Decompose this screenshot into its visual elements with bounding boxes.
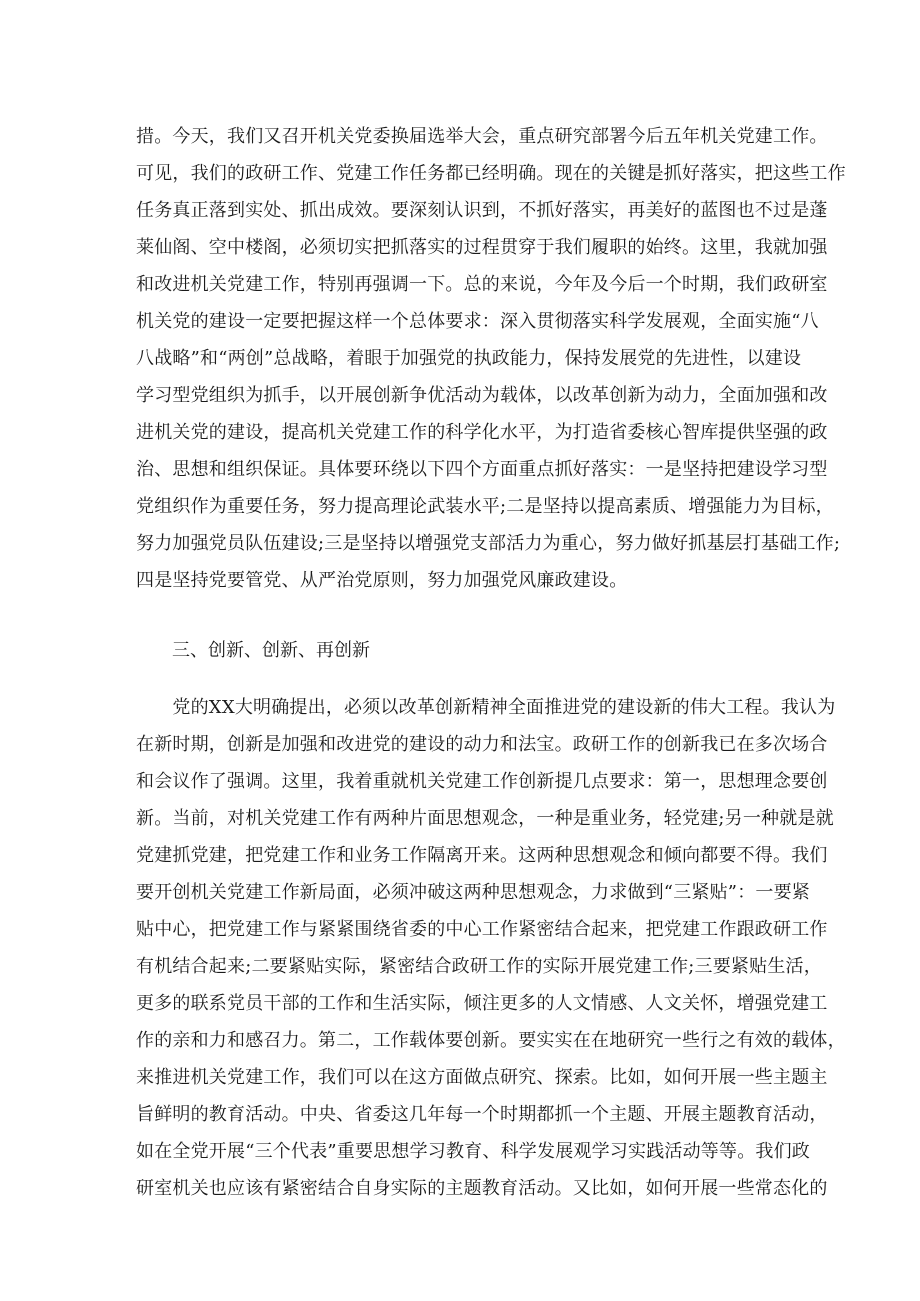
paragraph-line: 党组织作为重要任务，努力提高理论武装水平;二是坚持以提高素质、增强能力为目标，	[136, 496, 834, 517]
paragraph-line: 学习型党组织为抓手，以开展创新争优活动为载体，以改革创新为动力，全面加强和改	[136, 385, 828, 406]
paragraph-line: 进机关党的建设，提高机关党建工作的科学化水平，为打造省委核心智库提供坚强的政	[136, 422, 828, 443]
paragraph-line: 要开创机关党建工作新局面，必须冲破这两种思想观念，力求做到“三紧贴”：一要紧	[136, 882, 811, 903]
paragraph-line: 治、思想和组织保证。具体要环绕以下四个方面重点抓好落实：一是坚持把建设学习型	[136, 459, 828, 480]
paragraph-1	[136, 118, 846, 599]
paragraph-line: 贴中心，把党建工作与紧紧围绕省委的中心工作紧密结合起来，把党建工作跟政研工作	[136, 919, 828, 940]
paragraph-line: 更多的联系党员干部的工作和生活实际，倾注更多的人文情感、人文关怀，增强党建工	[136, 993, 828, 1014]
paragraph-line: 作的亲和力和感召力。第二，工作载体要创新。要实实在在地研究一些行之有效的载体，	[136, 1030, 846, 1051]
paragraph-line: 有机结合起来;二要紧贴实际，紧密结合政研工作的实际开展党建工作;三要紧贴生活，	[136, 956, 822, 977]
paragraph-line: 新。当前，对机关党建工作有两种片面思想观念，一种是重业务，轻党建;另一种就是就	[136, 808, 834, 829]
paragraph-line: 努力加强党员队伍建设;三是坚持以增强党支部活力为重心，努力做好抓基层打基础工作;	[136, 533, 841, 554]
paragraph-line: 任务真正落到实处、抓出成效。要深刻认识到，不抓好落实，再美好的蓝图也不过是蓬	[136, 200, 828, 221]
paragraph-line: 党建抓党建，把党建工作和业务工作隔离开来。这两种思想观念和倾向都要不得。我们	[136, 845, 828, 866]
paragraph-line: 研室机关也应该有紧密结合自身实际的主题教育活动。又比如，如何开展一些常态化的	[136, 1178, 828, 1199]
paragraph-line: 四是坚持党要管党、从严治党原则，努力加强党风廉政建设。	[136, 570, 628, 591]
paragraph-line: 八战略”和“两创”总战略，着眼于加强党的执政能力，保持发展党的先进性，以建设	[136, 348, 802, 369]
paragraph-line: 在新时期，创新是加强和改进党的建设的动力和法宝。政研工作的创新我已在多次场合	[136, 734, 828, 755]
paragraph-line: 莱仙阁、空中楼阁，必须切实把抓落实的过程贯穿于我们履职的始终。这里，我就加强	[136, 237, 828, 258]
paragraph-line: 旨鲜明的教育活动。中央、省委这几年每一个时期都抓一个主题、开展主题教育活动，	[136, 1104, 828, 1125]
paragraph-2	[136, 689, 846, 1207]
paragraph-line: 和会议作了强调。这里，我着重就机关党建工作创新提几点要求：第一，思想理念要创	[136, 771, 828, 792]
paragraph-line: 可见，我们的政研工作、党建工作任务都已经明确。现在的关键是抓好落实，把这些工作	[136, 163, 846, 184]
paragraph-line: 措。今天，我们又召开机关党委换届选举大会，重点研究部署今后五年机关党建工作。	[136, 126, 828, 147]
paragraph-line: 和改进机关党建工作，特别再强调一下。总的来说，今年及今后一个时期，我们政研室	[136, 274, 828, 295]
paragraph-line: 如在全党开展“三个代表”重要思想学习教育、科学发展观学习实践活动等等。我们政	[136, 1141, 811, 1162]
paragraph-line: 党的XX大明确提出，必须以改革创新精神全面推进党的建设新的伟大工程。我认为	[136, 697, 836, 718]
paragraph-line: 来推进机关党建工作，我们可以在这方面做点研究、探索。比如，如何开展一些主题主	[136, 1067, 828, 1088]
paragraph-line: 机关党的建设一定要把握这样一个总体要求：深入贯彻落实科学发展观，全面实施“八	[136, 311, 819, 332]
section-heading: 三、创新、创新、再创新	[172, 640, 370, 661]
